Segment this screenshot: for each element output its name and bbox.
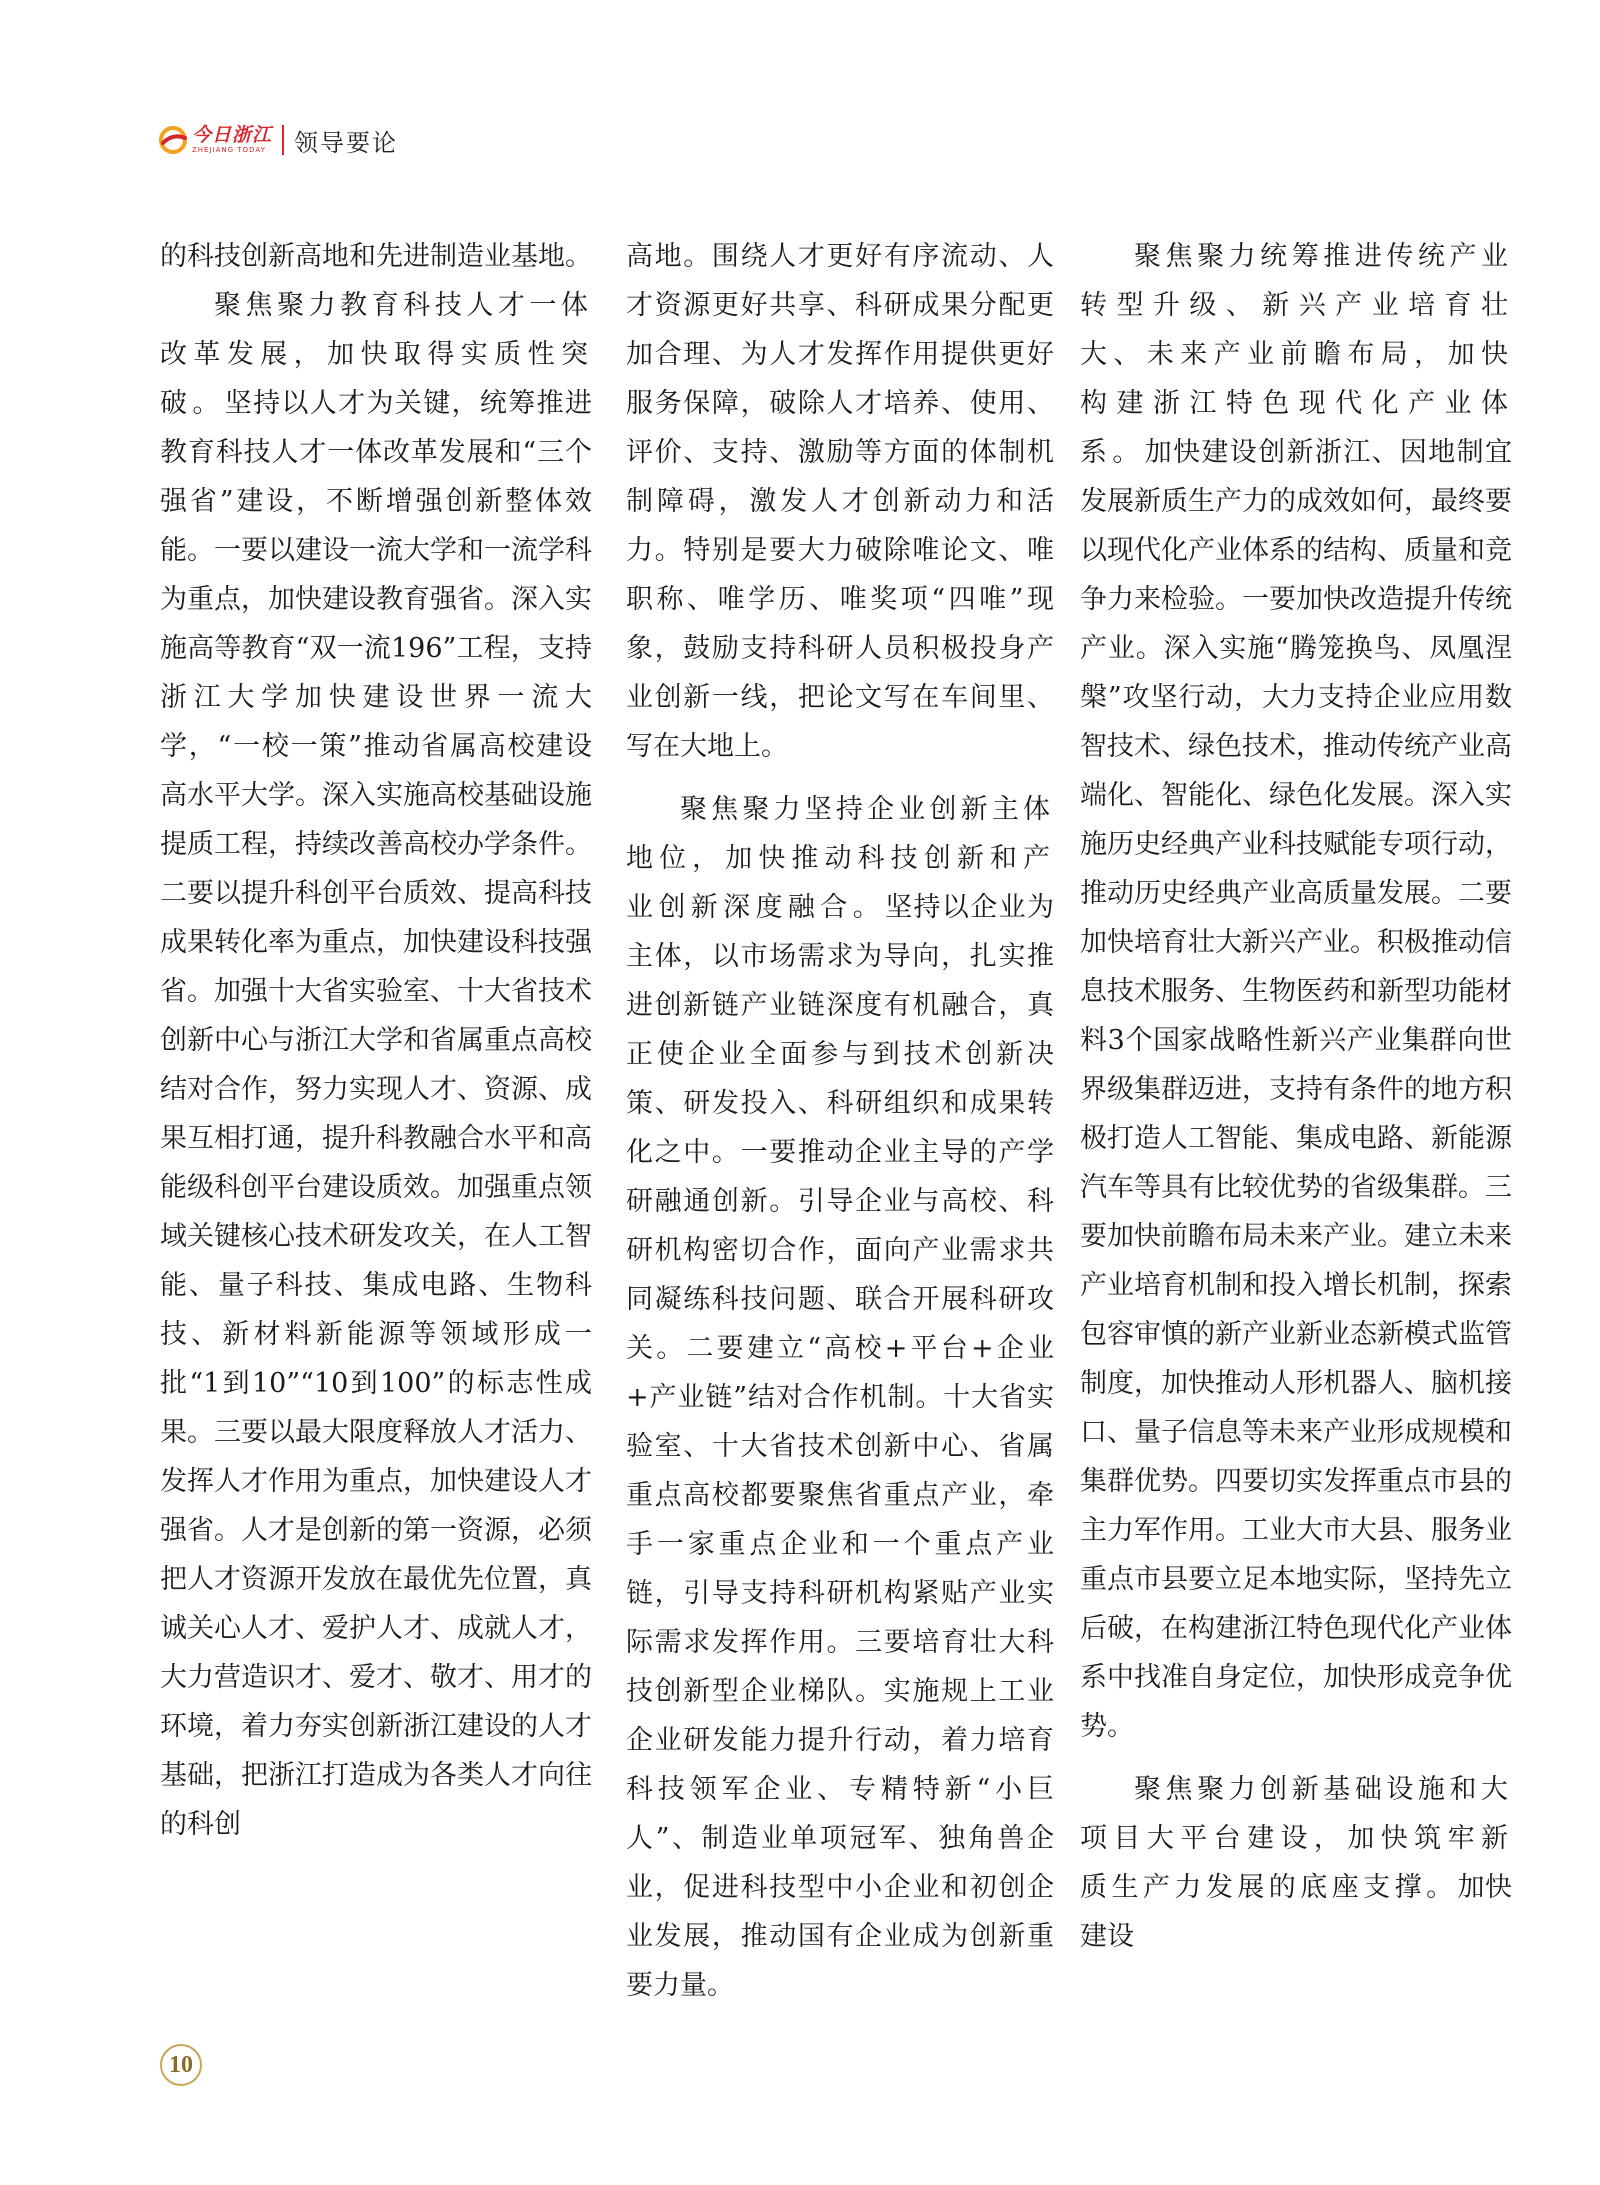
paragraph-lead: 聚焦聚力教育科技人才一体改革发展，加快取得实质性突破。 [160, 290, 592, 419]
paragraph [626, 785, 1054, 2010]
paragraph [160, 281, 592, 1849]
paragraph-body: 加快建设创新浙江、因地制宜发展新质生产力的成效如何，最终要以现代化产业体系的结构、质量和竞争力来检验。一要加快改造提升传统产业。深入实施“腾笼换鸟、凤凰涅槃”攻坚行动，大力支持企业应用数智技术、绿色技术，推动传统产业高端化、智能化、绿色化发展。深入实施历史经典产业科技赋能专项行动，推动历史经典产业高质量发展。二要加快培育壮大新兴产业。积极推动信息技术服务、生物医药和新型功能材料3个国家战略性新兴产业集群向世界级集群迈进，支持有条件的地方积极打造人工智能、集成电路、新能源汽车等具有比较优势的省级集群。三要加快前瞻布局未来产业。建立未来产业培育机制和投入增长机制，探索包容审慎的新产业新业态新模式监管制度，加快推动人形机器人、脑机接口、量子信息等未来产业形成规模和集群优势。四要切实发挥重点市县的主力军作用。工业大市大县、服务业重点市县要立足本地实际，坚持先立后破，在构建浙江特色现代化产业体系中找准自身定位，加快形成竞争优势。 [1080, 437, 1513, 1742]
paragraph-body: 坚持以人才为关键，统筹推进教育科技人才一体改革发展和“三个强省”建设，不断增强创新整体效能。一要以建设一流大学和一流学科为重点，加快建设教育强省。深入实施高等教育“双一流196”工程，支持浙江大学加快建设世界一流大学，“一校一策”推动省属高校建设高水平大学。深入实施高校基础设施提质工程，持续改善高校办学条件。二要以提升科创平台质效、提高科技成果转化率为重点，加快建设科技强省。加强十大省实验室、十大省技术创新中心与浙江大学和省属重点高校结对合作，努力实现人才、资源、成果互相打通，提升科教融合水平和高能级科创平台建设质效。加强重点领域关键核心技术研发攻关，在人工智能、量子科技、集成电路、生物科技、新材料新能源等领域形成一批“1到10”“10到100”的标志性成果。三要以最大限度释放人才活力、发挥人才作用为重点，加快建设人才强省。人才是创新的第一资源，必须把人才资源开发放在最优先位置，真诚关心人才、爱护人才、成就人才，大力营造识才、爱才、敬才、用才的环境，着力夯实创新浙江建设的人才基础，把浙江打造成为各类人才向往的科创 [160, 388, 593, 1840]
logo-title: 今日浙江 [192, 124, 273, 146]
paragraph-body: 坚持以企业为主体，以市场需求为导向，扎实推进创新链产业链深度有机融合，真正使企业全面参与到技术创新决策、研发投入、科研组织和成果转化之中。一要推动企业主导的产学研融通创新。引导企业与高校、科研机构密切合作，面向产业需求共同凝练科技问题、联合开展科研攻关。二要建立“高校+平台+企业+产业链”结对合作机制。十大省实验室、十大省技术创新中心、省属重点高校都要聚焦省重点产业，牵手一家重点企业和一个重点产业链，引导支持科研机构紧贴产业实际需求发挥作用。三要培育壮大科技创新型企业梯队。实施规上工业企业研发能力提升行动，着力培育科技领军企业、专精特新“小巨人”、制造业单项冠军、独角兽企业，促进科技型中小企业和初创企业发展，推动国有企业成为创新重要力量。 [626, 892, 1055, 2001]
paragraph [1080, 1765, 1512, 1961]
page-header [158, 118, 398, 162]
logo-text [192, 126, 272, 154]
header-divider [282, 125, 284, 155]
section-title: 领导要论 [294, 128, 399, 157]
paragraph: 的科技创新高地和先进制造业基地。 [160, 241, 592, 272]
article-column-1 [160, 232, 592, 1849]
paragraph: 高地。围绕人才更好有序流动、人才资源更好共享、科研成果分配更加合理、为人才发挥作用提供更好服务保障，破除人才培养、使用、评价、支持、激励等方面的体制机制障碍，激发人才创新动力和活力。特别是要大力破除唯论文、唯职称、唯学历、唯奖项“四唯”现象，鼓励支持科研人员积极投身产业创新一线，把论文写在车间里、写在大地上。 [626, 241, 1054, 762]
article-column-3 [1080, 232, 1512, 1961]
paragraph [1080, 232, 1512, 1751]
zhejiang-today-logo-icon [158, 125, 188, 155]
logo-subtitle: ZHEJIANG TODAY [192, 146, 266, 154]
paragraph-body: 加快建设 [1080, 1872, 1513, 1952]
paragraph-lead: 聚焦聚力创新基础设施和大项目大平台建设，加快筑牢新质生产力发展的底座支撑。 [1080, 1774, 1512, 1903]
paragraph-lead: 聚焦聚力坚持企业创新主体地位，加快推动科技创新和产业创新深度融合。 [626, 794, 1054, 923]
page-number: 10 [160, 2044, 202, 2086]
article-column-2 [626, 232, 1054, 2010]
paragraph-lead: 聚焦聚力统筹推进传统产业转型升级、新兴产业培育壮大、未来产业前瞻布局，加快构建浙江特色现代化产业体系。 [1080, 241, 1512, 468]
